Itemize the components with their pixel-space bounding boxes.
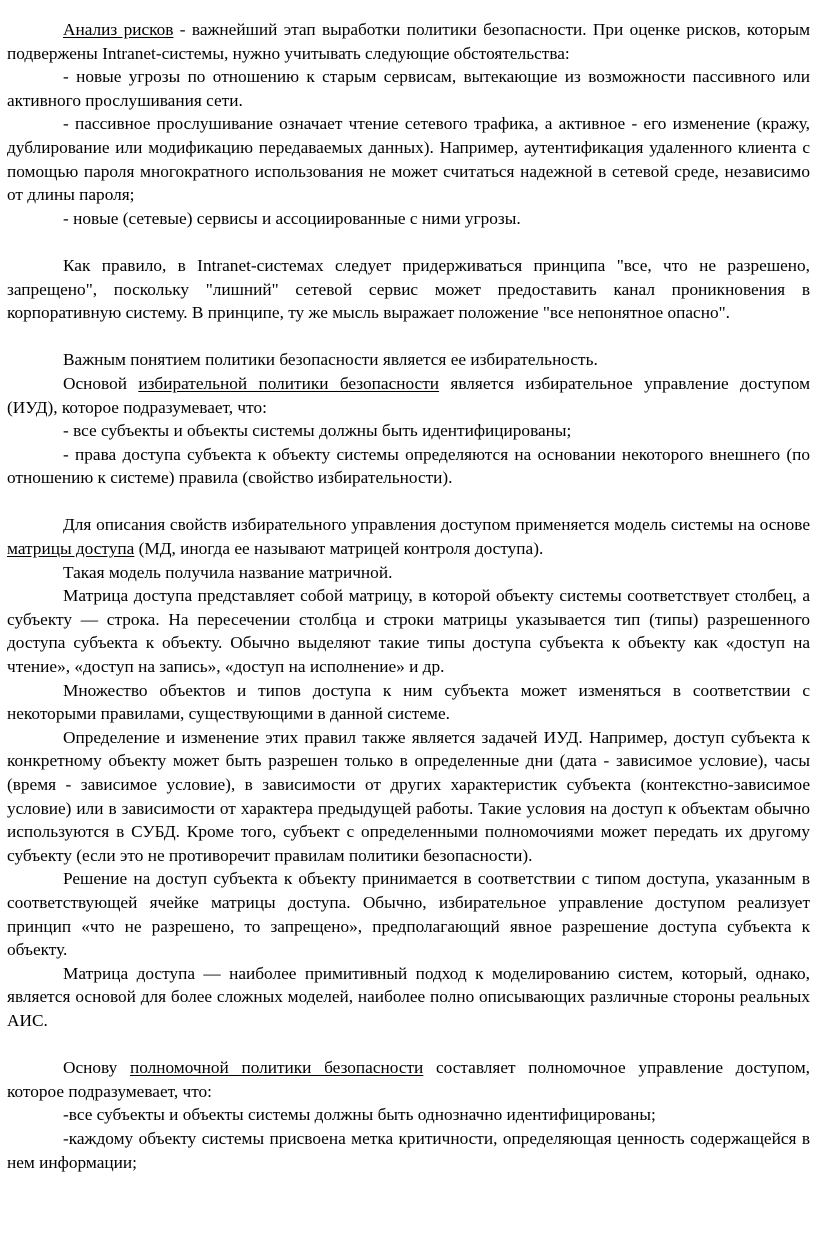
paragraph-mandatory-policy: Основу полномочной политики безопасности составляет полномочное управление доступом, которое подразумевает, что: bbox=[7, 1058, 810, 1101]
paragraph-objects-types: Множество объектов и типов доступа к ним субъекта может изменяться в соответствии с некоторыми правилами, существующими в данной системе. bbox=[7, 680, 810, 724]
paragraph-gap bbox=[7, 230, 810, 254]
paragraph-new-threats: - новые угрозы по отношению к старым сервисам, вытекающие из возможности пассивного или активного прослушивания сети. bbox=[7, 67, 810, 110]
paragraph-matrix-definition: Матрица доступа представляет собой матрицу, в которой объекту системы соответствует столбец, а субъекту — строка. На пересечении столбца и строки матрицы указывается тип (типы) разрешенного доступа субъекта к объекту. Обычно выделяют такие типы доступа субъекта к объекту как «доступ на чтение», «доступ на запись», «доступ на исполнение» и др. bbox=[7, 586, 810, 677]
paragraph-new-services: - новые (сетевые) сервисы и ассоциированные с ними угрозы. bbox=[63, 208, 521, 228]
term-mandatory-policy: полномочной политики безопасности bbox=[129, 1058, 424, 1078]
paragraph-gap bbox=[7, 325, 810, 349]
paragraph-matrix-primitive: Матрица доступа — наиболее примитивный подход к моделированию систем, который, однако, является основой для более сложных моделей, наиболее полно описывающих различные стороны реальных АИС. bbox=[7, 963, 810, 1030]
paragraph-intranet-principle: Как правило, в Intranet-системах следует придерживаться принципа "все, что не разрешено, запрещено", поскольку "лишний" сетевой сервис может предоставить канал проникновения в корпоративную систему. В принципе, ту же мысль выражает положение "все непонятное опасно". bbox=[7, 255, 810, 323]
paragraph-risk-analysis: Анализ рисков - важнейший этап выработки политики безопасности. При оценке рисков, которым подвержены Intranet-системы, нужно учитывать следующие обстоятельства: bbox=[7, 20, 810, 63]
paragraph-gap bbox=[7, 490, 810, 514]
paragraph-passive-listening: - пассивное прослушивание означает чтение сетевого трафика, а активное - его изменение (кражу, дублирование или модификацию передаваемых данных). Например, аутентификация удаленного клиента с помощью пароля многократного использования не может считаться надежной в сетевой среде, независимо от длины пароля; bbox=[7, 114, 810, 205]
paragraph-matrix-name: Такая модель получила название матричной. bbox=[63, 562, 393, 582]
paragraph-unique-identification: -все субъекты и объекты системы должны быть однозначно идентифицированы; bbox=[63, 1105, 656, 1125]
paragraph-identified-subjects: - все субъекты и объекты системы должны быть идентифицированы; bbox=[63, 421, 572, 441]
paragraph-gap bbox=[7, 1033, 810, 1057]
paragraph-criticality-label: -каждому объекту системы присвоена метка критичности, определяющая ценность содержащейся в нем информации; bbox=[7, 1128, 810, 1172]
paragraph-access-matrix-model: Для описания свойств избирательного управления доступом применяется модель системы на основе матрицы доступа (МД, иногда ее называют матрицей контроля доступа). bbox=[7, 515, 810, 559]
paragraph-discretionary-policy: Основой избирательной политики безопасности является избирательное управление доступом (ИУД), которое подразумевает, что: bbox=[7, 373, 811, 417]
paragraph-access-rights: - права доступа субъекта к объекту системы определяются на основании некоторого внешнего (по отношению к системе) правила (свойство избирательности). bbox=[7, 444, 810, 488]
paragraph-access-decision: Решение на доступ субъекта к объекту принимается в соответствии с типом доступа, указанным в соответствующей ячейке матрицы доступа. Обычно, избирательное управление доступом реализует принцип «что не разрешено, то запрещено», предполагающий явное разрешение доступа субъекта к объекту. bbox=[7, 869, 810, 960]
paragraph-selectivity: Важным понятием политики безопасности является ее избирательность. bbox=[63, 350, 598, 370]
term-access-matrix: матрицы доступа bbox=[7, 539, 135, 559]
paragraph-rules-definition: Определение и изменение этих правил также является задачей ИУД. Например, доступ субъекта к конкретному объекту может быть разрешен только в определенные дни (дата - зависимое условие), часы (время - зависимое условие), в зависимости от других характеристик субъекта (контекстно-зависимое условие) или в зависимости от характера предыдущей работы. Такие условия на доступ к объектам обычно используются в СУБД. Кроме того, субъект с определенными полномочиями может передать их другому субъекту (если это не противоречит правилам политики безопасности). bbox=[7, 727, 810, 865]
term-discretionary-policy: избирательной политики безопасности bbox=[138, 373, 440, 393]
term-risk-analysis: Анализ рисков bbox=[63, 20, 174, 39]
